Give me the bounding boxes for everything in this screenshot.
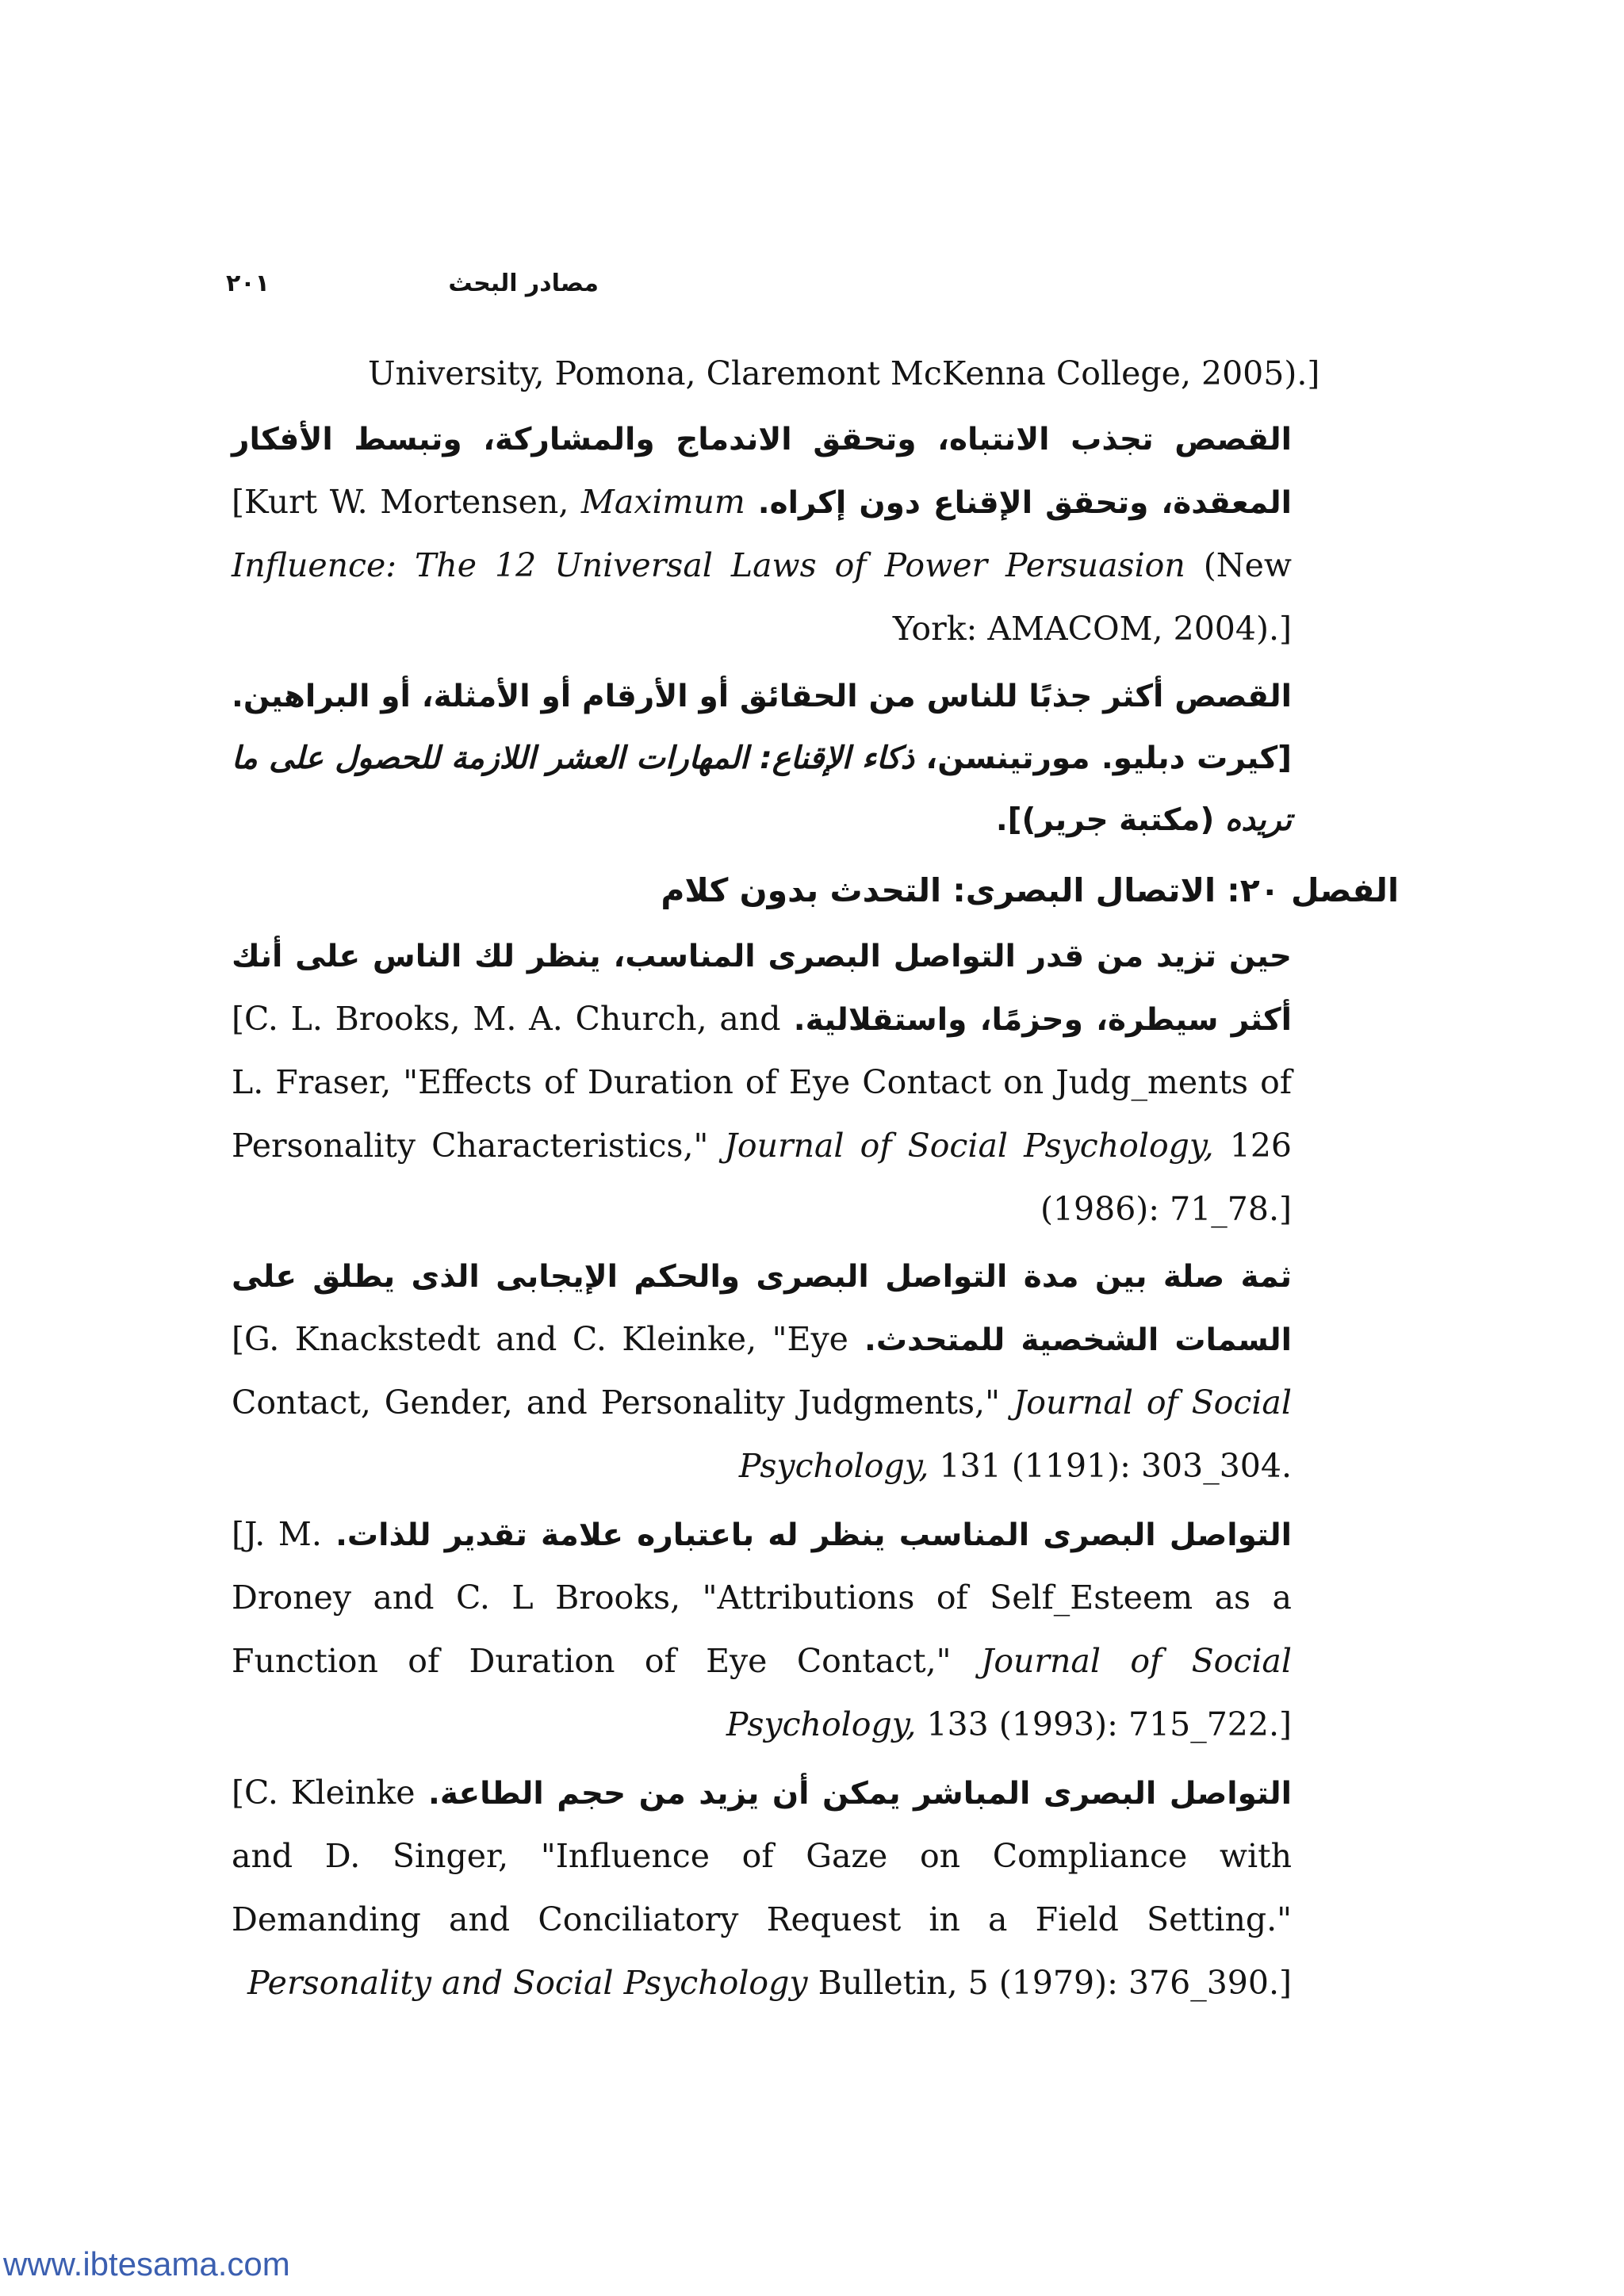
source-entry	[232, 1246, 1399, 1498]
source-entry	[232, 1762, 1399, 2015]
citation-volume: 131 (1191): 303_304.	[929, 1447, 1292, 1485]
page-number: ٢٠١	[226, 270, 270, 297]
citation-volume: 126 (1986): 71_78.]	[1040, 1127, 1292, 1228]
citation-journal: Journal of Social Psychology,	[726, 1642, 1292, 1743]
arabic-claim: ثمة صلة بين مدة التواصل البصرى والحكم الإيجابى الذى يطلق على السمات الشخصية للمتحدث.	[232, 1259, 1293, 1358]
source-entry	[232, 409, 1399, 661]
header-title: مصادر البحث	[448, 270, 599, 297]
source-entry	[232, 1503, 1399, 1757]
arabic-claim: القصص أكثر جذبًا للناس من الحقائق أو الأرقام أو الأمثلة، أو البراهين. [كيرت دبليو. مورتينسن،	[232, 679, 1292, 776]
body-text	[232, 342, 1399, 2020]
running-header	[226, 262, 599, 309]
arabic-claim: القصص تجذب الانتباه، وتحقق الاندماج والمشاركة، وتبسط الأفكار المعقدة، وتحقق الإقناع دون إكراه.	[232, 422, 1293, 521]
watermark-link[interactable]: www.ibtesama.com	[3, 2245, 290, 2283]
citation-authors: [C. Kleinke and D. Singer, "Influence of Gaze on Compliance with Demanding and Conciliatory Request in a Field Setting."	[232, 1774, 1292, 1938]
citation-journal: Journal of Social Psychology,	[738, 1383, 1292, 1485]
source-entry	[232, 926, 1399, 1242]
citation-volume: Bulletin, 5 (1979): 376_390.]	[807, 1964, 1292, 2002]
arabic-publisher: (مكتبة جرير)].	[995, 802, 1225, 838]
citation-authors: [C. L. Brooks, M. A. Church, and L. Fraser, "Effects of Duration of Eye Contact on Judg_ments of Personality Characteristics,"	[232, 1000, 1292, 1165]
citation-volume: 133 (1993): 715_722.]	[916, 1705, 1292, 1743]
source-entry	[232, 666, 1399, 851]
citation-publisher: (New York: AMACOM, 2004).]	[892, 546, 1292, 648]
arabic-claim: حين تزيد من قدر التواصل البصرى المناسب، ينظر لك الناس على أنك أكثر سيطرة، وحزمًا، واستقلالية.	[232, 939, 1293, 1038]
section-heading: الفصل ٢٠: الاتصال البصرى: التحدث بدون كلام	[661, 871, 1399, 909]
arabic-claim: التواصل البصرى المناسب ينظر له باعتباره علامة تقدير للذات.	[335, 1517, 1293, 1553]
arabic-book-title: ذكاء الإقناع: المهارات العشر اللازمة للحصول على ما تريده	[232, 740, 1292, 838]
citation-authors: [J. M. Droney and C. L Brooks, "Attributions of Self_Esteem as a Function of Duration of Eye Contact,"	[232, 1515, 1292, 1680]
reference-continuation	[232, 342, 1399, 404]
arabic-claim: التواصل البصرى المباشر يمكن أن يزيد من حجم الطاعة.	[428, 1776, 1293, 1812]
citation-journal: Journal of Social Psychology,	[724, 1127, 1214, 1165]
citation-journal: Personality and Social Psychology	[247, 1964, 808, 2002]
citation-authors: [Kurt W. Mortensen,	[232, 483, 581, 521]
citation-authors: [G. Knackstedt and C. Kleinke, "Eye Contact, Gender, and Personality Judgments,"	[232, 1320, 1013, 1422]
citation-title: Maximum Influence: The 12 Universal Laws of Power Persuasion	[232, 483, 1185, 584]
reference-text: University, Pomona, Claremont McKenna College, 2005).]	[368, 354, 1320, 392]
